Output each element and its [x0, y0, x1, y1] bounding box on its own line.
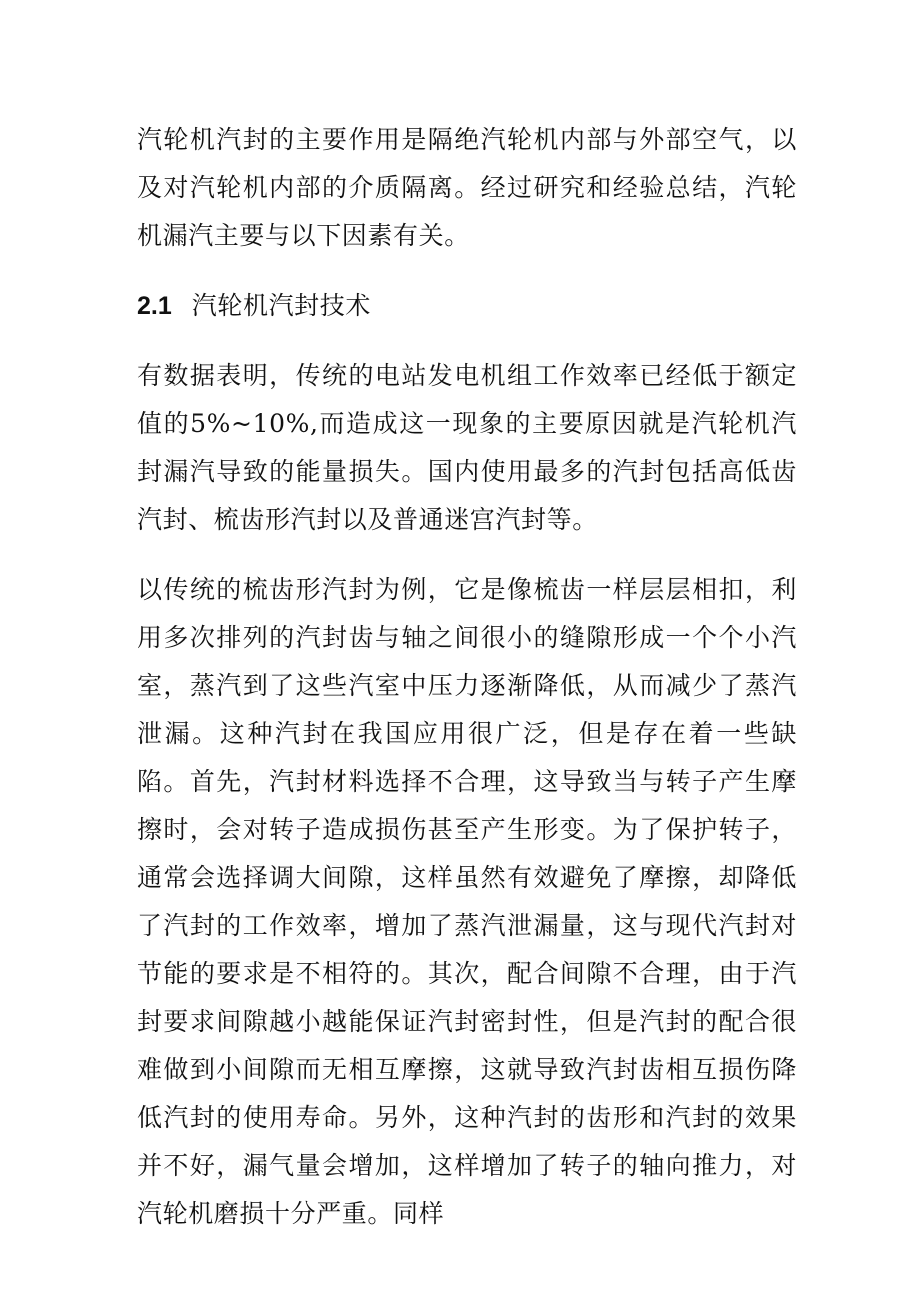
- document-body: [137, 116, 797, 1238]
- paragraph-intro: 汽轮机汽封的主要作用是隔绝汽轮机内部与外部空气，以及对汽轮机内部的介质隔离。经过研究和经验总结，汽轮机漏汽主要与以下因素有关。: [137, 125, 797, 250]
- paragraph-comb-seal: 以传统的梳齿形汽封为例，它是像梳齿一样层层相扣，利用多次排列的汽封齿与轴之间很小的缝隙形成一个个小汽室，蒸汽到了这些汽室中压力逐渐降低，从而减少了蒸汽泄漏。这种汽封在我国应用很广泛，但是存在着一些缺陷。首先，汽封材料选择不合理，这导致当与转子产生摩擦时，会对转子造成损伤甚至产生形变。为了保护转子，通常会选择调大间隙，这样虽然有效避免了摩擦，却降低了汽封的工作效率，增加了蒸汽泄漏量，这与现代汽封对节能的要求是不相符的。其次，配合间隙不合理，由于汽封要求间隙越小越能保证汽封密封性，但是汽封的配合很难做到小间隙而无相互摩擦，这就导致汽封齿相互损伤降低汽封的使用寿命。另外，这种汽封的齿形和汽封的效果并不好，漏气量会增加，这样增加了转子的轴向推力，对汽轮机磨损十分严重。同样: [137, 575, 797, 1228]
- paragraph-data: 有数据表明，传统的电站发电机组工作效率已经低于额定值的5%~10%,而造成这一现象的主要原因就是汽轮机汽封漏汽导致的能量损失。国内使用最多的汽封包括高低齿汽封、梳齿形汽封以及普通迷宫汽封等。: [137, 361, 797, 534]
- section-title: 汽轮机汽封技术: [191, 291, 371, 320]
- section-number: 2.1: [137, 292, 172, 320]
- section-heading: [137, 282, 797, 330]
